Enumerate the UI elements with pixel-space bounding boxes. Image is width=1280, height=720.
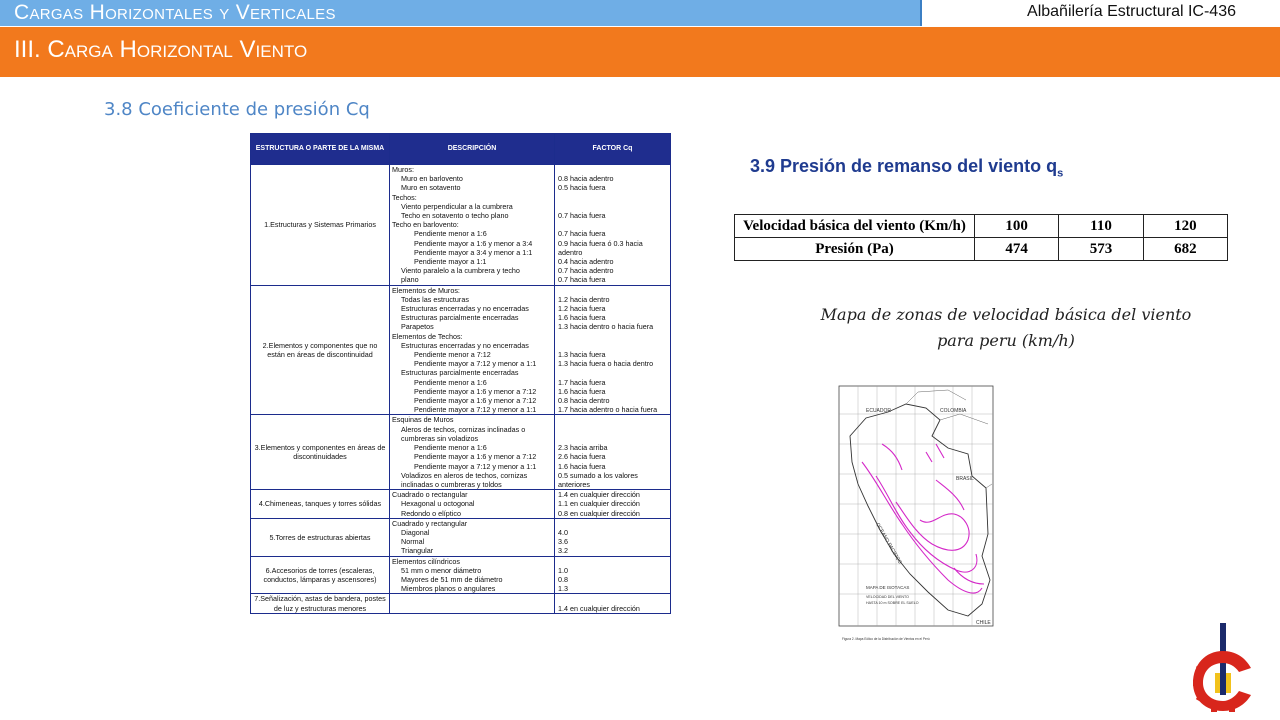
cq-table-body <box>251 165 671 614</box>
speed-value: 100 <box>975 215 1059 238</box>
factor-line <box>558 415 667 424</box>
map-legend-title: MAPA DE ISOTACAS <box>866 585 910 590</box>
factor-line: 0.7 hacia adentro <box>558 266 614 276</box>
factor-cell <box>555 165 671 286</box>
description-line: Muro en sotavento <box>401 183 461 193</box>
factor-line: 1.6 hacia fuera <box>558 461 606 471</box>
title-bar <box>0 0 1280 26</box>
factor-line <box>558 425 667 434</box>
factor-cell <box>555 415 671 490</box>
description-cell <box>390 556 555 594</box>
structure-cell: 3.Elementos y componentes en áreas de discontinuidades <box>251 415 390 490</box>
factor-line: 0.8 hacia adentro <box>558 174 614 184</box>
factor-line <box>558 165 667 174</box>
factor-line <box>558 368 667 377</box>
course-label: Albañilería Estructural IC-436 <box>1027 3 1236 20</box>
factor-line: 3.2 <box>558 546 568 556</box>
map-label-colombia: COLOMBIA <box>940 408 967 414</box>
factor-line: 0.9 hacia fuera ó 0.3 hacia <box>558 238 643 248</box>
column-header-structure: ESTRUCTURA O PARTE DE LA MISMA <box>251 134 390 165</box>
description-line: Redondo o elíptico <box>401 508 461 518</box>
structure-cell: 7.Señalización, astas de bandera, postes de luz y estructuras menores <box>251 594 390 613</box>
factor-line <box>558 557 667 566</box>
description-line: Muros: <box>392 165 414 174</box>
cq-table-row <box>251 165 671 286</box>
description-cell <box>390 490 555 519</box>
description-line: Techo en sotavento o techo plano <box>401 211 509 221</box>
cq-table-row <box>251 518 671 556</box>
factor-line <box>558 220 667 229</box>
description-line: Pendiente menor a 1:6 <box>414 229 487 239</box>
factor-line <box>558 434 667 443</box>
description-line: Mayores de 51 mm de diámetro <box>401 574 503 584</box>
description-line: Pendiente mayor a 3:4 y menor a 1:1 <box>414 247 533 257</box>
factor-line: 2.3 hacia arriba <box>558 443 608 453</box>
description-line: Estructuras encerradas y no encerradas <box>401 340 529 350</box>
description-line: Elementos de Muros: <box>392 285 460 295</box>
description-line: Pendiente mayor a 1:6 y menor a 7:12 <box>414 452 537 462</box>
description-line: inclinadas o cumbreras y toldos <box>401 479 502 489</box>
map-caption <box>756 302 1256 354</box>
factor-line: 1.6 hacia fuera <box>558 386 606 396</box>
factor-line: 0.7 hacia fuera <box>558 211 606 221</box>
description-line: Pendiente menor a 1:6 <box>414 443 487 453</box>
map-legend-line-2: HASTA 10 m SOBRE EL SUELO <box>866 601 919 605</box>
description-line: cumbreras sin voladizos <box>401 433 479 443</box>
description-line: Pendiente mayor a 1:6 y menor a 7:12 <box>414 386 537 396</box>
factor-line: 0.8 hacia dentro <box>558 396 610 406</box>
speed-row <box>735 215 1228 238</box>
factor-line <box>558 202 667 211</box>
factor-line: 1.1 en cualquier dirección <box>558 499 640 509</box>
factor-line <box>558 519 667 528</box>
logo-spire <box>1220 623 1226 671</box>
cq-table-header-row <box>251 134 671 165</box>
description-line: Normal <box>401 537 425 547</box>
description-line: Hexagonal u octogonal <box>401 499 475 509</box>
factor-line <box>558 341 667 350</box>
presentation-title: Cargas Horizontales y Verticales <box>14 1 336 24</box>
description-cell <box>390 285 555 415</box>
cq-table-row <box>251 415 671 490</box>
pressure-heading-subscript: s <box>1057 167 1064 180</box>
factor-line <box>558 286 667 295</box>
factor-line: 0.7 hacia fuera <box>558 275 606 285</box>
factor-line: 1.3 <box>558 584 568 594</box>
wind-map <box>836 384 996 646</box>
pressure-heading <box>750 153 1132 188</box>
cq-table-row <box>251 594 671 613</box>
description-line: Esquinas de Muros <box>392 415 454 425</box>
factor-cell <box>555 285 671 415</box>
factor-line: 3.6 <box>558 537 568 547</box>
description-cell <box>390 518 555 556</box>
description-line: Todas las estructuras <box>401 294 469 304</box>
factor-line: 1.6 hacia fuera <box>558 313 606 323</box>
pressure-row <box>735 238 1228 261</box>
structure-cell: 6.Accesorios de torres (escaleras, conductos, lámparas y ascensores) <box>251 556 390 594</box>
description-line: Viento perpendicular a la cumbrera <box>401 201 513 211</box>
description-line: Techo en barlovento: <box>392 220 459 230</box>
column-header-factor: FACTOR Cq <box>555 134 671 165</box>
description-line: Pendiente mayor a 1:1 <box>414 257 487 267</box>
structure-cell: 4.Chimeneas, tanques y torres sólidas <box>251 490 390 519</box>
pressure-label: Presión (Pa) <box>735 238 975 261</box>
map-label-ocean: OCEANO PACIFICO <box>874 522 903 566</box>
description-line <box>392 594 552 603</box>
description-line: Voladizos en aleros de techos, cornizas <box>401 470 528 480</box>
cq-table-row <box>251 556 671 594</box>
description-line: Muro en barlovento <box>401 174 463 184</box>
description-line: Pendiente menor a 7:12 <box>414 350 491 360</box>
cq-table-row <box>251 285 671 415</box>
description-line: Techos: <box>392 192 417 202</box>
factor-line: 1.7 hacia fuera <box>558 377 606 387</box>
pressure-table <box>734 214 1228 261</box>
description-line: plano <box>401 275 419 285</box>
factor-line: 1.7 hacia adentro o hacia fuera <box>558 405 658 415</box>
description-line: Pendiente mayor a 1:6 y menor a 3:4 <box>414 238 533 248</box>
map-caption-line-1: Mapa de zonas de velocidad básica del viento <box>820 305 1192 324</box>
structure-cell: 5.Torres de estructuras abiertas <box>251 518 390 556</box>
factor-cell <box>555 490 671 519</box>
factor-cell <box>555 518 671 556</box>
description-line: Diagonal <box>401 527 430 537</box>
description-line: Estructuras encerradas y no encerradas <box>401 304 529 314</box>
description-line: Cuadrado o rectangular <box>392 490 468 500</box>
description-line: Viento paralelo a la cumbrera y techo <box>401 266 520 276</box>
factor-cell <box>555 594 671 613</box>
description-line: Estructuras parcialmente encerradas <box>401 313 519 323</box>
pressure-value: 573 <box>1059 238 1143 261</box>
structure-cell: 1.Estructuras y Sistemas Primarios <box>251 165 390 286</box>
factor-line: 0.7 hacia fuera <box>558 229 606 239</box>
description-line: Pendiente mayor a 7:12 y menor a 1:1 <box>414 359 537 369</box>
speed-value: 110 <box>1059 215 1143 238</box>
section-bar <box>0 26 1280 77</box>
map-label-ecuador: ECUADOR <box>866 408 892 414</box>
speed-value: 120 <box>1143 215 1227 238</box>
description-cell <box>390 594 555 613</box>
factor-line: 0.5 hacia fuera <box>558 183 606 193</box>
description-line: Estructuras parcialmente encerradas <box>401 368 519 378</box>
factor-line: 2.6 hacia fuera <box>558 452 606 462</box>
description-line: Elementos de Techos: <box>392 331 463 341</box>
factor-line: 1.3 hacia fuera o hacia dentro <box>558 359 654 369</box>
factor-line: 0.8 en cualquier dirección <box>558 508 640 518</box>
map-label-chile: CHILE <box>976 620 991 626</box>
map-figure-caption: Figura 2. Mapa Eólico de la Distribución de Vientos en el Perú <box>842 637 930 641</box>
map-caption-line-2: para peru (km/h) <box>937 331 1075 350</box>
speed-label: Velocidad básica del viento (Km/h) <box>735 215 975 238</box>
cq-heading: 3.8 Coeficiente de presión Cq <box>104 99 370 120</box>
description-line: Aleros de techos, cornizas inclinadas o <box>401 424 526 434</box>
description-cell <box>390 415 555 490</box>
description-line: Pendiente menor a 1:6 <box>414 377 487 387</box>
factor-line: 0.5 sumado a los valores <box>558 470 638 480</box>
factor-line: 0.4 hacia adentro <box>558 257 614 267</box>
pressure-value: 474 <box>975 238 1059 261</box>
factor-line: 1.2 hacia fuera <box>558 304 606 314</box>
description-cell <box>390 165 555 286</box>
factor-line: 1.4 en cualquier dirección <box>558 490 640 500</box>
factor-line: adentro <box>558 247 583 257</box>
description-line: Pendiente mayor a 7:12 y menor a 1:1 <box>414 405 537 415</box>
factor-line: 0.8 <box>558 574 568 584</box>
pressure-heading-text: 3.9 Presión de remanso del viento q <box>750 156 1058 176</box>
logo-pillar <box>1220 671 1226 695</box>
map-legend-line-1: VELOCIDAD DEL VIENTO <box>866 595 909 599</box>
factor-line <box>558 332 667 341</box>
factor-line: anteriores <box>558 479 590 489</box>
description-line: 51 mm o menor diámetro <box>401 565 482 575</box>
structure-cell: 2.Elementos y componentes que no están en áreas de discontinuidad <box>251 285 390 415</box>
factor-line <box>558 193 667 202</box>
factor-line: 1.3 hacia fuera <box>558 350 606 360</box>
column-header-description: DESCRIPCIÓN <box>390 134 555 165</box>
section-title: III. Carga Horizontal Viento <box>14 36 308 63</box>
factor-line: 1.4 en cualquier dirección <box>558 603 640 613</box>
description-line: Pendiente mayor a 7:12 y menor a 1:1 <box>414 461 537 471</box>
map-label-brasil: BRASIL <box>956 476 974 482</box>
pressure-value: 682 <box>1143 238 1227 261</box>
factor-cell <box>555 556 671 594</box>
description-line: Miembros planos o angulares <box>401 584 496 594</box>
cq-table-row <box>251 490 671 519</box>
factor-line: 1.0 <box>558 565 568 575</box>
factor-line: 1.3 hacia dentro o hacia fuera <box>558 322 654 332</box>
factor-line: 4.0 <box>558 527 568 537</box>
description-line: Cuadrado y rectangular <box>392 518 468 528</box>
university-logo <box>1193 623 1253 713</box>
factor-line: 1.2 hacia dentro <box>558 294 610 304</box>
course-label-box <box>920 0 1280 26</box>
description-line: Elementos cilíndricos <box>392 556 460 566</box>
cq-table <box>250 133 671 614</box>
description-line: Pendiente mayor a 1:6 y menor a 7:12 <box>414 396 537 406</box>
description-line: Triangular <box>401 546 434 556</box>
description-line: Parapetos <box>401 322 434 332</box>
